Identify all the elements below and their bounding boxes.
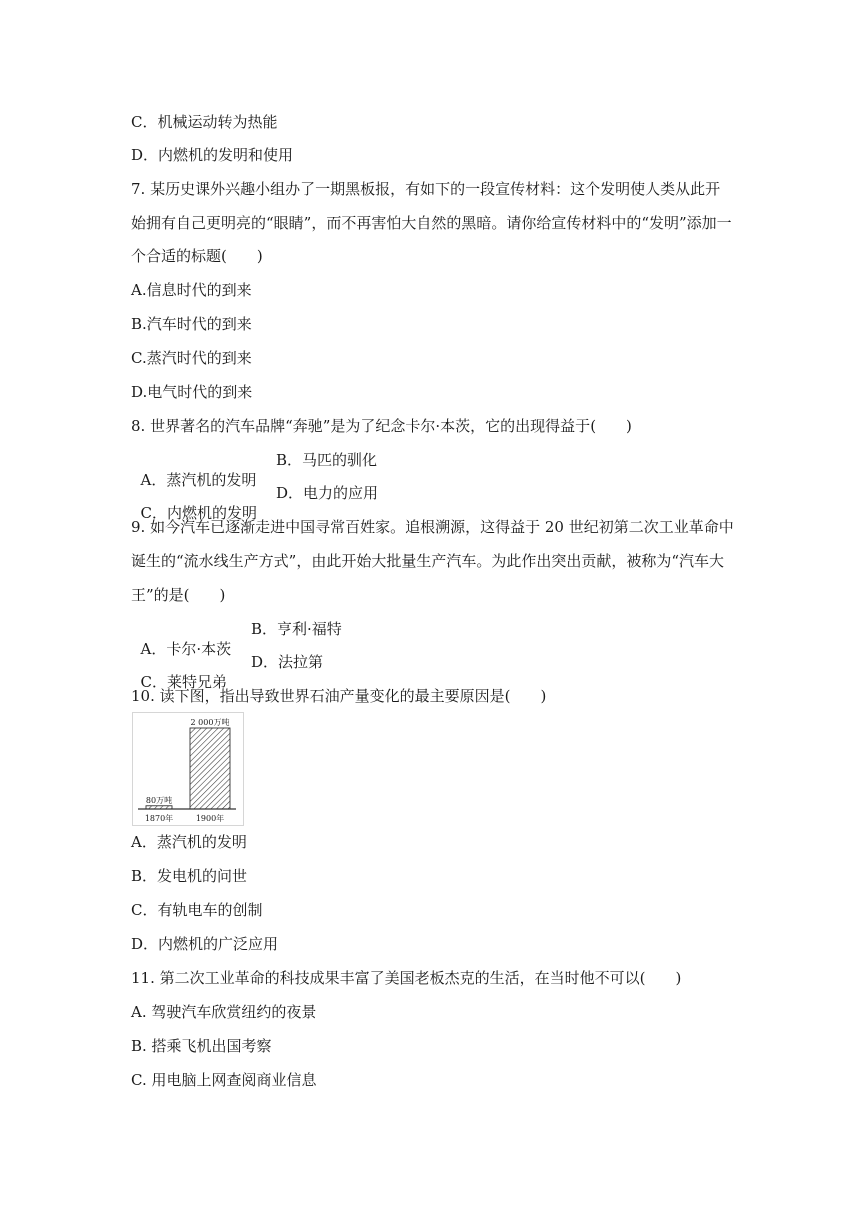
q8-option-d: D．电力的应用	[276, 484, 379, 502]
q9-option-d: D．法拉第	[251, 653, 324, 671]
q9-stem-line1: 9. 如今汽车已逐渐走进中国寻常百姓家。追根溯源，这得益于 20 世纪初第二次工业革命中	[131, 518, 734, 536]
chart-data-label-1: 2 000万吨	[190, 718, 230, 727]
chart-data-label-0: 80万吨	[145, 795, 173, 805]
q6-option-c: C．机械运动转为热能	[131, 113, 278, 131]
q11-option-b: B. 搭乘飞机出国考察	[131, 1037, 272, 1055]
q10-option-b: B．发电机的问世	[131, 867, 248, 885]
q9-option-b: B．亨利·福特	[251, 620, 342, 638]
q7-stem-line1: 7. 某历史课外兴趣小组办了一期黑板报，有如下的一段宣传材料：这个发明使人类从此开	[131, 180, 721, 198]
q9-stem-line2: 诞生的“流水线生产方式”，由此开始大批量生产汽车。为此作出突出贡献，被称为“汽车大	[131, 552, 725, 570]
q8-option-a: A．蒸汽机的发明	[140, 471, 257, 489]
q7-option-d: D.电气时代的到来	[131, 383, 253, 401]
chart-category-label-0: 1870年	[144, 814, 174, 823]
q11-stem: 11. 第二次工业革命的科技成果丰富了美国老板杰克的生活，在当时他不可以( )	[131, 969, 682, 987]
q9-option-c: C．莱特兄弟	[140, 673, 228, 691]
q8-option-b: B．马匹的驯化	[276, 451, 378, 469]
q11-option-a: A. 驾驶汽车欣赏纽约的夜景	[131, 1003, 317, 1021]
q8-stem: 8. 世界著名的汽车品牌“奔驰”是为了纪念卡尔·本茨，它的出现得益于( )	[131, 417, 632, 435]
q7-option-a: A.信息时代的到来	[131, 281, 252, 299]
chart-bar-0	[146, 806, 172, 809]
q9-option-a: A．卡尔·本茨	[140, 640, 232, 658]
q10-stem: 10. 读下图，指出导致世界石油产量变化的最主要原因是( )	[131, 687, 547, 705]
chart-bar-1	[190, 728, 230, 809]
oil-production-chart	[132, 712, 244, 826]
q10-option-d: D．内燃机的广泛应用	[131, 935, 279, 953]
q8-option-c: C．内燃机的发明	[140, 504, 258, 522]
chart-category-label-1: 1900年	[195, 814, 225, 823]
q7-stem-line2: 始拥有自己更明亮的“眼睛”，而不再害怕大自然的黑暗。请你给宣传材料中的“发明”添加一	[131, 214, 732, 232]
q6-option-d: D．内燃机的发明和使用	[131, 146, 294, 164]
q10-option-c: C．有轨电车的创制	[131, 901, 263, 919]
q7-stem-line3: 个合适的标题( )	[131, 247, 263, 265]
q11-option-c: C. 用电脑上网查阅商业信息	[131, 1071, 317, 1089]
q9-stem-line3: 王”的是( )	[131, 586, 226, 604]
q7-option-b: B.汽车时代的到来	[131, 315, 252, 333]
q10-option-a: A．蒸汽机的发明	[131, 833, 247, 851]
q7-option-c: C.蒸汽时代的到来	[131, 349, 252, 367]
